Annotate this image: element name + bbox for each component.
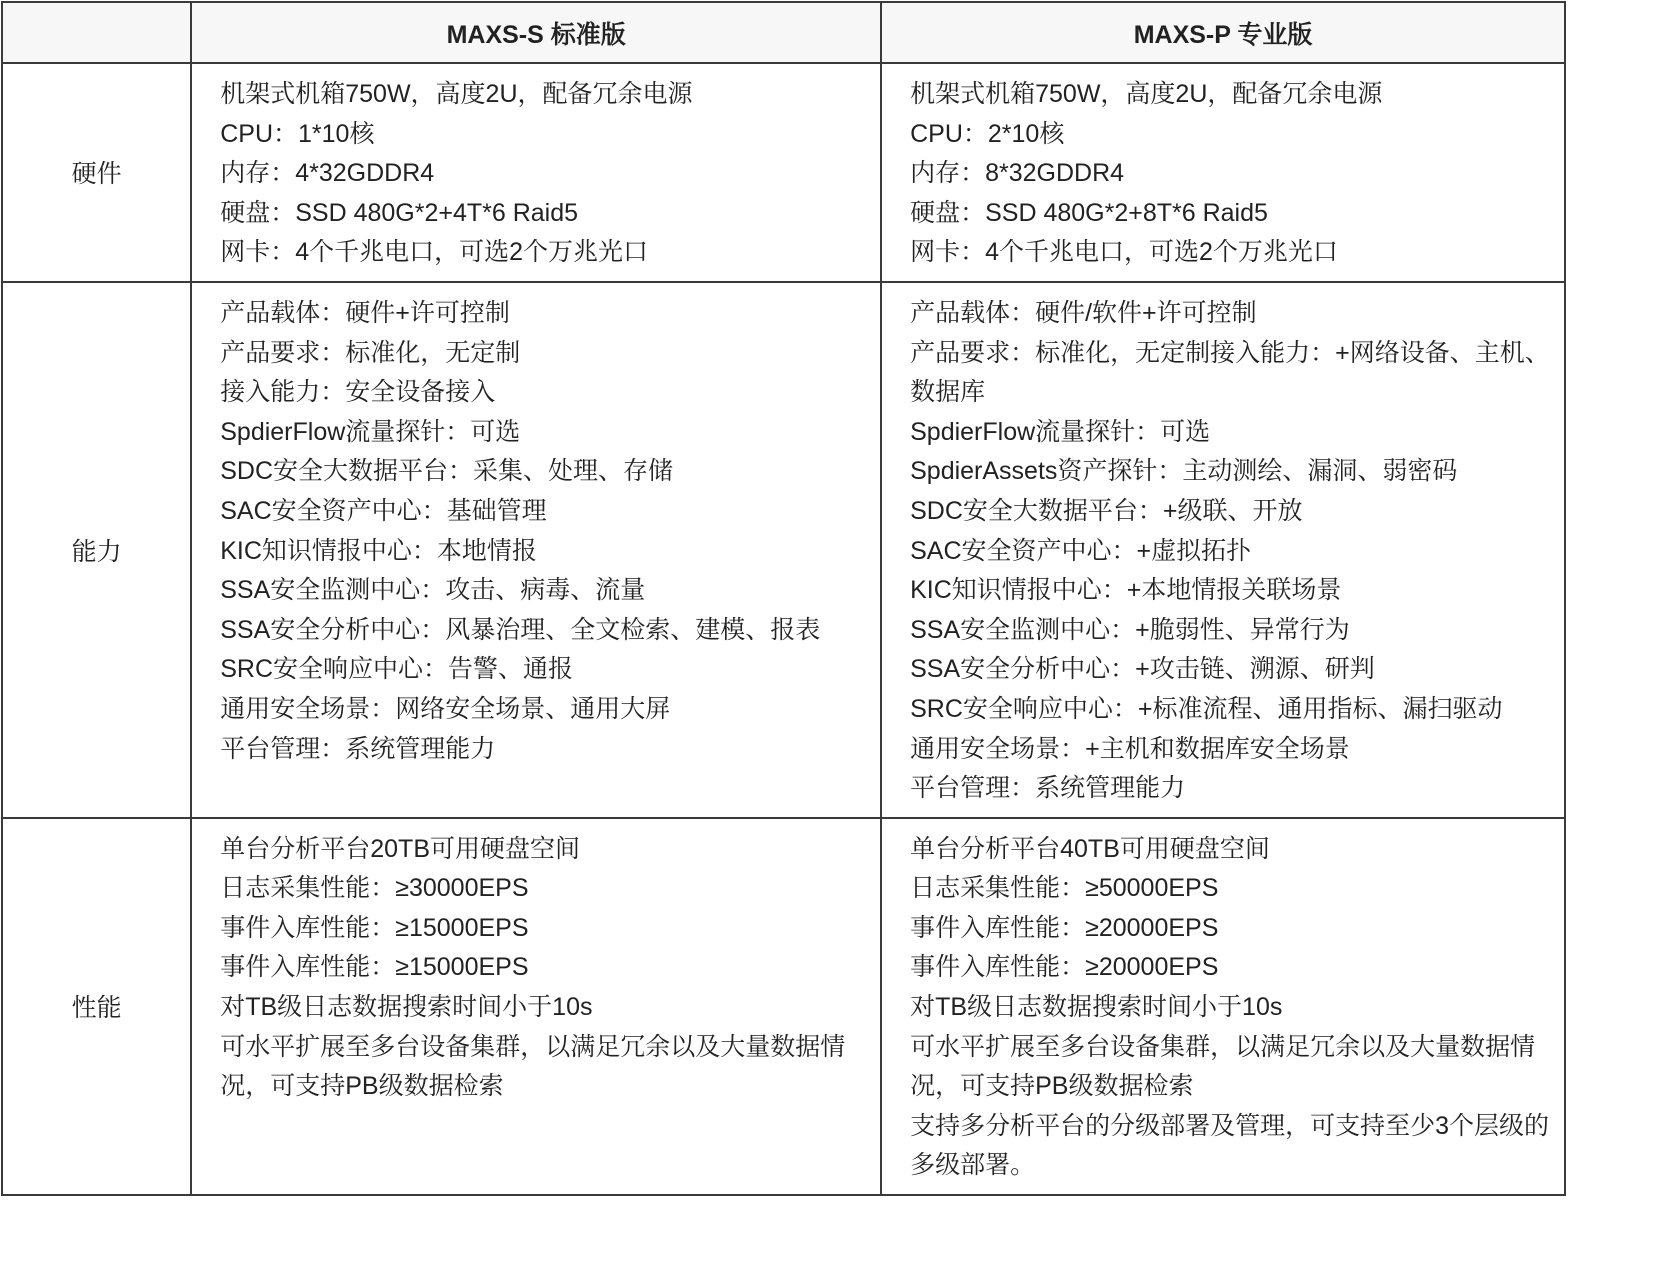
header-corner-cell	[2, 2, 191, 63]
spec-line: 接入能力：安全设备接入	[220, 378, 496, 407]
spec-line: CPU：1*10核	[220, 119, 375, 148]
spec-line: 内存：4*32GDDR4	[220, 159, 435, 188]
row-label-capability: 能力	[2, 282, 191, 818]
spec-line: 通用安全场景：网络安全场景、通用大屏	[220, 694, 671, 723]
spec-line: 产品载体：硬件/软件+许可控制	[910, 298, 1257, 327]
spec-line: 平台管理：系统管理能力	[910, 774, 1186, 803]
spec-line: 平台管理：系统管理能力	[220, 734, 496, 763]
spec-line: SSA安全监测中心：攻击、病毒、流量	[220, 576, 646, 605]
spec-line: 可水平扩展至多台设备集群，以满足冗余以及大量数据情况，可支持PB级数据检索	[910, 1032, 1536, 1101]
spec-line: 机架式机箱750W，高度2U，配备冗余电源	[220, 80, 693, 108]
spec-line: 通用安全场景：+主机和数据库安全场景	[910, 734, 1350, 763]
cell-line-list	[192, 64, 880, 281]
header-row	[2, 2, 1565, 63]
spec-line: SpdierAssets资产探针：主动测绘、漏洞、弱密码	[910, 457, 1458, 486]
spec-line: 事件入库性能：≥20000EPS	[910, 953, 1219, 982]
spec-line: 单台分析平台40TB可用硬盘空间	[910, 834, 1270, 863]
row-hardware	[2, 63, 1565, 282]
comparison-table	[1, 1, 1566, 1196]
spec-line: SpdierFlow流量探针：可选	[910, 417, 1211, 446]
spec-line: SSA安全分析中心：风暴治理、全文检索、建模、报表	[220, 615, 821, 644]
spec-line: 网卡：4个千兆电口，可选2个万兆光口	[910, 238, 1338, 267]
spec-line: 对TB级日志数据搜索时间小于10s	[910, 993, 1283, 1022]
spec-line: 事件入库性能：≥20000EPS	[910, 913, 1219, 942]
spec-line: 可水平扩展至多台设备集群，以满足冗余以及大量数据情况，可支持PB级数据检索	[220, 1032, 846, 1101]
spec-line: SpdierFlow流量探针：可选	[220, 417, 521, 446]
spec-line: 网卡：4个千兆电口，可选2个万兆光口	[220, 238, 649, 267]
spec-line: 对TB级日志数据搜索时间小于10s	[220, 993, 593, 1022]
header-standard-edition: MAXS-S 标准版	[191, 2, 881, 63]
spec-line: 日志采集性能：≥30000EPS	[220, 874, 529, 903]
spec-line: SDC安全大数据平台：采集、处理、存储	[220, 457, 674, 486]
cell-capability-standard	[191, 282, 881, 818]
spec-line: 单台分析平台20TB可用硬盘空间	[220, 834, 580, 863]
spec-line: CPU：2*10核	[910, 119, 1065, 148]
spec-line: 内存：8*32GDDR4	[910, 159, 1125, 188]
spec-line: 硬盘：SSD 480G*2+4T*6 Raid5	[220, 198, 579, 227]
row-performance	[2, 818, 1565, 1195]
header-professional-edition: MAXS-P 专业版	[881, 2, 1565, 63]
row-label-performance: 性能	[2, 818, 191, 1195]
spec-line: 产品要求：标准化，无定制接入能力：+网络设备、主机、数据库	[910, 338, 1550, 407]
spec-line: SRC安全响应中心：+标准流程、通用指标、漏扫驱动	[910, 694, 1503, 723]
spec-line: 支持多分析平台的分级部署及管理，可支持至少3个层级的多级部署。	[910, 1111, 1550, 1180]
spec-line: 事件入库性能：≥15000EPS	[220, 913, 529, 942]
spec-line: 事件入库性能：≥15000EPS	[220, 953, 529, 982]
row-capability	[2, 282, 1565, 818]
spec-line: SDC安全大数据平台：+级联、开放	[910, 496, 1303, 525]
spec-line: 日志采集性能：≥50000EPS	[910, 874, 1219, 903]
spec-line: KIC知识情报中心：+本地情报关联场景	[910, 576, 1342, 605]
cell-hardware-professional	[881, 63, 1565, 282]
cell-line-list	[192, 283, 880, 777]
spec-line: 产品载体：硬件+许可控制	[220, 298, 510, 327]
spec-line: 机架式机箱750W，高度2U，配备冗余电源	[910, 80, 1383, 108]
cell-line-list	[882, 64, 1564, 281]
cell-performance-professional	[881, 818, 1565, 1195]
spec-line: 硬盘：SSD 480G*2+8T*6 Raid5	[910, 198, 1268, 227]
cell-capability-professional	[881, 282, 1565, 818]
cell-hardware-standard	[191, 63, 881, 282]
spec-line: 产品要求：标准化，无定制	[220, 338, 521, 367]
spec-line: SAC安全资产中心：基础管理	[220, 496, 547, 525]
spec-line: SSA安全监测中心：+脆弱性、异常行为	[910, 615, 1350, 644]
cell-performance-standard	[191, 818, 881, 1195]
spec-line: SRC安全响应中心：告警、通报	[220, 655, 574, 684]
spec-line: SSA安全分析中心：+攻击链、溯源、研判	[910, 655, 1375, 684]
cell-line-list	[882, 283, 1564, 817]
cell-line-list	[192, 819, 880, 1115]
spec-line: SAC安全资产中心：+虚拟拓扑	[910, 536, 1252, 565]
row-label-hardware: 硬件	[2, 63, 191, 282]
spec-line: KIC知识情报中心：本地情报	[220, 536, 537, 565]
cell-line-list	[882, 819, 1564, 1194]
